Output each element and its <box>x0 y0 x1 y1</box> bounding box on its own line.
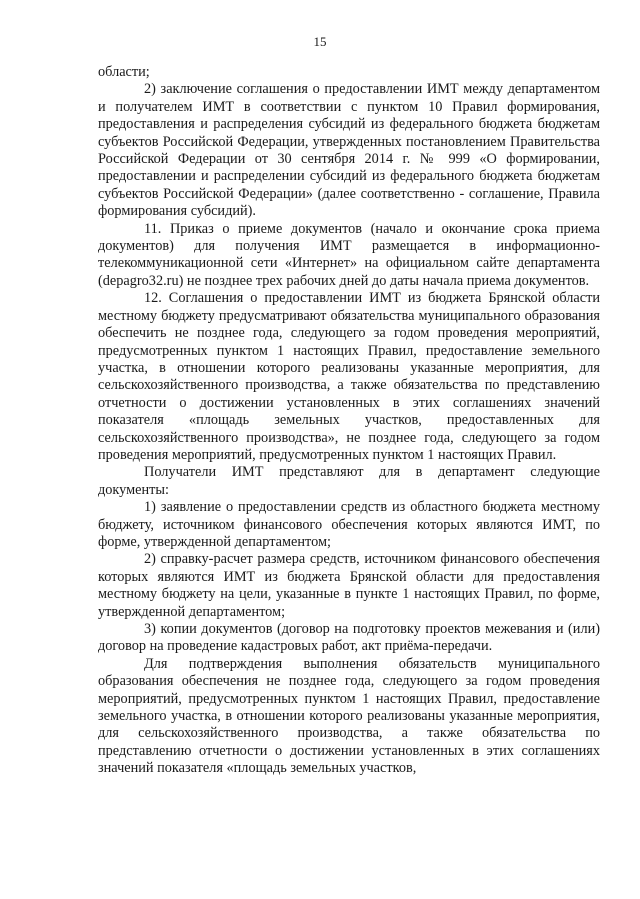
paragraph-12: 12. Соглашения о предоставлении ИМТ из бюджета Брянской области местному бюджету предусматривают обязательства муниципального образования обеспечить не позднее года, следующего за годом проведения мероприятий, предусмотренных пунктом 1 настоящих Правил, предоставление земельного участка, в отношении которого реализованы указанные мероприятия, для сельскохозяйственного производства, а также обязательства по представлению отчетности о достижении установленных в этих соглашениях значений показателя «площадь земельных участков, предоставленных для сельскохозяйственного производства», не позднее года, следующего за годом проведения мероприятий, предусмотренных пунктом 1 настоящих Правил. <box>98 290 600 463</box>
paragraph-doc-3: 3) копии документов (договор на подготовку проектов межевания и (или) договор на проведение кадастровых работ, акт приёма-передачи. <box>98 621 600 655</box>
page-number: 15 <box>313 34 327 49</box>
paragraph-documents-intro: Получатели ИМТ представляют для в департамент следующие документы: <box>98 464 600 498</box>
paragraph-doc-2: 2) справку-расчет размера средств, источником финансового обеспечения которых являются ИМТ из бюджета Брянской области для предоставления местному бюджету на цели, указанные в пункте 1 настоящих Правил, по форме, утвержденной департаментом; <box>98 551 600 620</box>
document-body <box>98 64 600 778</box>
paragraph-11: 11. Приказ о приеме документов (начало и окончание срока приема документов) для получения ИМТ размещается в информационно-телекоммуникационной сети «Интернет» на официальном сайте департамента (depagro32.ru) не позднее трех рабочих дней до даты начала приема документов. <box>98 220 600 289</box>
paragraph-item-2: 2) заключение соглашения о предоставлении ИМТ между департаментом и получателем ИМТ в соответствии с пунктом 10 Правил формирования, предоставления и распределения субсидий из федерального бюджета бюджетам субъектов Российской Федерации, утвержденных постановлением Правительства Российской Федерации от 30 сентября 2014 г. № 999 «О формировании, предоставлении и распределении субсидий из федерального бюджета бюджетам субъектов Российской Федерации» (далее соответственно - соглашение, Правила формирования субсидий). <box>98 81 600 220</box>
paragraph-doc-1: 1) заявление о предоставлении средств из областного бюджета местному бюджету, источником финансового обеспечения которых являются ИМТ, по форме, утвержденной департаментом; <box>98 499 600 550</box>
paragraph-confirmation: Для подтверждения выполнения обязательств муниципального образования обеспечения не позднее года, следующего за годом проведения мероприятий, предусмотренных пунктом 1 настоящих Правил, предоставление земельного участка, в отношении которого реализованы указанные мероприятия, для сельскохозяйственного производства, а также обязательства по представлению отчетности о достижении установленных в этих соглашениях значений показателя «площадь земельных участков, <box>98 655 600 777</box>
paragraph-continuation: области; <box>98 64 150 80</box>
